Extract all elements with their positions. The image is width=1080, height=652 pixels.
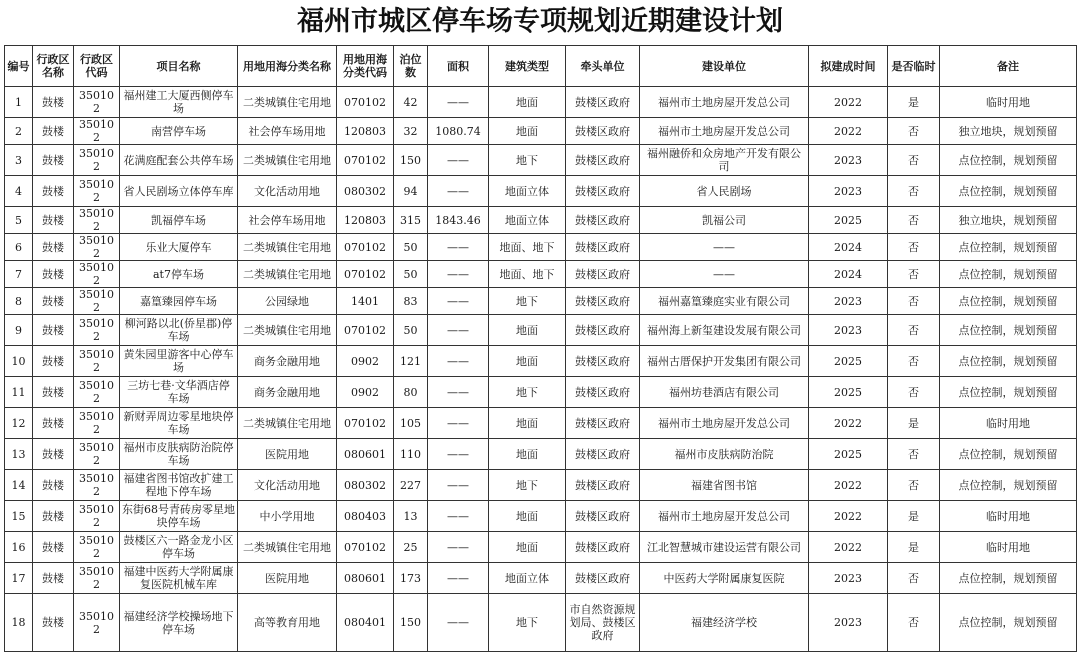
cell-lead-unit: 鼓楼区政府 — [566, 118, 640, 145]
header-cell: 行政区名称 — [33, 46, 74, 87]
cell-district-name: 鼓楼 — [33, 563, 74, 594]
cell-district-name: 鼓楼 — [33, 288, 74, 315]
cell-building-type: 地面 — [489, 118, 566, 145]
cell-number: 9 — [5, 315, 33, 346]
header-cell: 拟建成时间 — [809, 46, 888, 87]
cell-land-use-code: 120803 — [337, 118, 394, 145]
cell-district-name: 鼓楼 — [33, 145, 74, 176]
cell-project-name: 新财弄周边零星地块停车场 — [120, 408, 238, 439]
header-cell: 泊位数 — [394, 46, 428, 87]
cell-temporary: 否 — [888, 470, 940, 501]
cell-remarks: 临时用地 — [940, 87, 1077, 118]
cell-district-name: 鼓楼 — [33, 408, 74, 439]
header-cell: 牵头单位 — [566, 46, 640, 87]
header-cell: 建设单位 — [640, 46, 809, 87]
table-row — [5, 532, 1077, 563]
cell-area: —— — [428, 594, 489, 652]
cell-land-use-code: 080401 — [337, 594, 394, 652]
cell-area: —— — [428, 234, 489, 261]
cell-land-use-code: 080302 — [337, 470, 394, 501]
cell-temporary: 否 — [888, 145, 940, 176]
cell-building-type: 地面 — [489, 501, 566, 532]
cell-completion-year: 2025 — [809, 377, 888, 408]
cell-project-name: 嘉篁臻园停车场 — [120, 288, 238, 315]
cell-project-name: 凯福停车场 — [120, 207, 238, 234]
cell-lead-unit: 鼓楼区政府 — [566, 408, 640, 439]
cell-building-type: 地面 — [489, 87, 566, 118]
cell-area: —— — [428, 346, 489, 377]
cell-remarks: 点位控制，规划预留 — [940, 563, 1077, 594]
cell-land-use-name: 中小学用地 — [238, 501, 337, 532]
cell-land-use-code: 070102 — [337, 261, 394, 288]
cell-number: 10 — [5, 346, 33, 377]
cell-temporary: 否 — [888, 346, 940, 377]
cell-builder: 福州融侨和众房地产开发有限公司 — [640, 145, 809, 176]
cell-completion-year: 2025 — [809, 439, 888, 470]
cell-district-code: 350102 — [74, 176, 120, 207]
cell-building-type: 地面、地下 — [489, 261, 566, 288]
cell-land-use-code: 080302 — [337, 176, 394, 207]
cell-land-use-name: 二类城镇住宅用地 — [238, 408, 337, 439]
cell-area: 1080.74 — [428, 118, 489, 145]
cell-land-use-name: 二类城镇住宅用地 — [238, 315, 337, 346]
cell-project-name: 鼓楼区六一路金龙小区停车场 — [120, 532, 238, 563]
cell-number: 1 — [5, 87, 33, 118]
cell-remarks: 临时用地 — [940, 532, 1077, 563]
cell-berths: 42 — [394, 87, 428, 118]
cell-completion-year: 2022 — [809, 470, 888, 501]
table-row — [5, 145, 1077, 176]
cell-temporary: 否 — [888, 234, 940, 261]
cell-builder: —— — [640, 234, 809, 261]
cell-temporary: 是 — [888, 501, 940, 532]
cell-temporary: 否 — [888, 377, 940, 408]
cell-lead-unit: 鼓楼区政府 — [566, 346, 640, 377]
cell-area: —— — [428, 501, 489, 532]
cell-building-type: 地下 — [489, 377, 566, 408]
table-row — [5, 501, 1077, 532]
cell-lead-unit: 鼓楼区政府 — [566, 234, 640, 261]
table-row — [5, 261, 1077, 288]
cell-remarks: 点位控制，规划预留 — [940, 470, 1077, 501]
cell-land-use-code: 070102 — [337, 87, 394, 118]
cell-project-name: 三坊七巷·文华酒店停车场 — [120, 377, 238, 408]
cell-district-code: 350102 — [74, 594, 120, 652]
header-cell: 用地用海分类代码 — [337, 46, 394, 87]
cell-completion-year: 2023 — [809, 563, 888, 594]
cell-land-use-name: 二类城镇住宅用地 — [238, 87, 337, 118]
cell-berths: 50 — [394, 234, 428, 261]
cell-district-code: 350102 — [74, 288, 120, 315]
cell-building-type: 地下 — [489, 594, 566, 652]
cell-district-name: 鼓楼 — [33, 315, 74, 346]
cell-berths: 83 — [394, 288, 428, 315]
cell-remarks: 独立地块，规划预留 — [940, 118, 1077, 145]
cell-building-type: 地面立体 — [489, 176, 566, 207]
cell-district-name: 鼓楼 — [33, 501, 74, 532]
cell-building-type: 地面 — [489, 315, 566, 346]
cell-remarks: 点位控制，规划预留 — [940, 261, 1077, 288]
table-row — [5, 87, 1077, 118]
cell-district-code: 350102 — [74, 145, 120, 176]
cell-land-use-name: 社会停车场用地 — [238, 207, 337, 234]
cell-number: 13 — [5, 439, 33, 470]
cell-land-use-code: 1401 — [337, 288, 394, 315]
cell-temporary: 否 — [888, 563, 940, 594]
cell-berths: 32 — [394, 118, 428, 145]
construction-plan-table — [4, 45, 1077, 652]
cell-district-name: 鼓楼 — [33, 207, 74, 234]
cell-remarks: 点位控制，规划预留 — [940, 346, 1077, 377]
cell-builder: 福建经济学校 — [640, 594, 809, 652]
cell-berths: 150 — [394, 594, 428, 652]
cell-project-name: 黄朱园里游客中心停车场 — [120, 346, 238, 377]
cell-berths: 50 — [394, 261, 428, 288]
table-row — [5, 346, 1077, 377]
header-cell: 建筑类型 — [489, 46, 566, 87]
cell-land-use-code: 070102 — [337, 532, 394, 563]
header-cell: 备注 — [940, 46, 1077, 87]
cell-project-name: 福建经济学校操场地下停车场 — [120, 594, 238, 652]
cell-completion-year: 2023 — [809, 315, 888, 346]
table-row — [5, 288, 1077, 315]
cell-builder: 福州海上新玺建设发展有限公司 — [640, 315, 809, 346]
cell-builder: 福州市皮肤病防治院 — [640, 439, 809, 470]
cell-remarks: 点位控制，规划预留 — [940, 594, 1077, 652]
cell-district-code: 350102 — [74, 439, 120, 470]
table-row — [5, 176, 1077, 207]
cell-land-use-name: 二类城镇住宅用地 — [238, 532, 337, 563]
cell-project-name: 福州建工大厦西侧停车场 — [120, 87, 238, 118]
cell-building-type: 地面 — [489, 408, 566, 439]
cell-district-code: 350102 — [74, 470, 120, 501]
cell-berths: 80 — [394, 377, 428, 408]
cell-remarks: 点位控制，规划预留 — [940, 145, 1077, 176]
cell-project-name: 东街68号青砖房零星地块停车场 — [120, 501, 238, 532]
cell-district-name: 鼓楼 — [33, 594, 74, 652]
cell-lead-unit: 鼓楼区政府 — [566, 261, 640, 288]
cell-district-name: 鼓楼 — [33, 470, 74, 501]
cell-builder: —— — [640, 261, 809, 288]
cell-builder: 省人民剧场 — [640, 176, 809, 207]
cell-temporary: 否 — [888, 594, 940, 652]
cell-number: 18 — [5, 594, 33, 652]
cell-district-name: 鼓楼 — [33, 346, 74, 377]
cell-completion-year: 2022 — [809, 532, 888, 563]
cell-area: —— — [428, 315, 489, 346]
cell-builder: 福州坊巷酒店有限公司 — [640, 377, 809, 408]
cell-builder: 福州市土地房屋开发总公司 — [640, 408, 809, 439]
cell-lead-unit: 鼓楼区政府 — [566, 145, 640, 176]
cell-remarks: 点位控制，规划预留 — [940, 377, 1077, 408]
cell-district-code: 350102 — [74, 408, 120, 439]
cell-berths: 94 — [394, 176, 428, 207]
cell-number: 17 — [5, 563, 33, 594]
cell-temporary: 否 — [888, 207, 940, 234]
cell-land-use-code: 070102 — [337, 315, 394, 346]
cell-temporary: 是 — [888, 532, 940, 563]
cell-completion-year: 2023 — [809, 288, 888, 315]
cell-temporary: 否 — [888, 315, 940, 346]
cell-building-type: 地面、地下 — [489, 234, 566, 261]
cell-berths: 150 — [394, 145, 428, 176]
cell-area: —— — [428, 470, 489, 501]
cell-remarks: 点位控制，规划预留 — [940, 288, 1077, 315]
cell-district-name: 鼓楼 — [33, 439, 74, 470]
header-cell: 编号 — [5, 46, 33, 87]
cell-lead-unit: 鼓楼区政府 — [566, 87, 640, 118]
cell-number: 4 — [5, 176, 33, 207]
cell-remarks: 点位控制，规划预留 — [940, 234, 1077, 261]
cell-builder: 福州古厝保护开发集团有限公司 — [640, 346, 809, 377]
cell-berths: 227 — [394, 470, 428, 501]
header-cell: 项目名称 — [120, 46, 238, 87]
cell-area: —— — [428, 532, 489, 563]
cell-completion-year: 2023 — [809, 145, 888, 176]
cell-temporary: 否 — [888, 118, 940, 145]
cell-land-use-name: 文化活动用地 — [238, 470, 337, 501]
cell-district-code: 350102 — [74, 118, 120, 145]
cell-project-name: 省人民剧场立体停车库 — [120, 176, 238, 207]
cell-land-use-name: 商务金融用地 — [238, 377, 337, 408]
cell-land-use-code: 120803 — [337, 207, 394, 234]
cell-area: —— — [428, 563, 489, 594]
table-row — [5, 315, 1077, 346]
cell-remarks: 独立地块，规划预留 — [940, 207, 1077, 234]
cell-land-use-code: 080601 — [337, 563, 394, 594]
header-cell: 是否临时 — [888, 46, 940, 87]
cell-lead-unit: 鼓楼区政府 — [566, 288, 640, 315]
cell-building-type: 地面 — [489, 532, 566, 563]
cell-project-name: 福州市皮肤病防治院停车场 — [120, 439, 238, 470]
cell-land-use-code: 070102 — [337, 145, 394, 176]
table-row — [5, 377, 1077, 408]
table-row — [5, 207, 1077, 234]
cell-berths: 121 — [394, 346, 428, 377]
cell-area: —— — [428, 377, 489, 408]
cell-lead-unit: 鼓楼区政府 — [566, 315, 640, 346]
table-header-row — [5, 46, 1077, 87]
cell-berths: 315 — [394, 207, 428, 234]
cell-lead-unit: 鼓楼区政府 — [566, 501, 640, 532]
table-row — [5, 439, 1077, 470]
cell-land-use-code: 080601 — [337, 439, 394, 470]
cell-district-name: 鼓楼 — [33, 87, 74, 118]
cell-number: 7 — [5, 261, 33, 288]
cell-builder: 江北智慧城市建设运营有限公司 — [640, 532, 809, 563]
cell-project-name: 花满庭配套公共停车场 — [120, 145, 238, 176]
cell-number: 2 — [5, 118, 33, 145]
cell-remarks: 点位控制，规划预留 — [940, 315, 1077, 346]
cell-completion-year: 2022 — [809, 501, 888, 532]
cell-number: 8 — [5, 288, 33, 315]
cell-building-type: 地下 — [489, 470, 566, 501]
cell-project-name: 柳河路以北(侨星郡)停车场 — [120, 315, 238, 346]
header-cell: 用地用海分类名称 — [238, 46, 337, 87]
cell-land-use-code: 070102 — [337, 408, 394, 439]
table-row — [5, 470, 1077, 501]
cell-number: 14 — [5, 470, 33, 501]
cell-land-use-code: 0902 — [337, 346, 394, 377]
cell-berths: 105 — [394, 408, 428, 439]
cell-completion-year: 2024 — [809, 261, 888, 288]
cell-temporary: 否 — [888, 176, 940, 207]
cell-land-use-name: 医院用地 — [238, 563, 337, 594]
cell-lead-unit: 鼓楼区政府 — [566, 470, 640, 501]
cell-lead-unit: 鼓楼区政府 — [566, 439, 640, 470]
cell-completion-year: 2022 — [809, 118, 888, 145]
cell-area: —— — [428, 261, 489, 288]
cell-area: —— — [428, 176, 489, 207]
cell-land-use-name: 社会停车场用地 — [238, 118, 337, 145]
cell-district-code: 350102 — [74, 207, 120, 234]
cell-number: 16 — [5, 532, 33, 563]
cell-building-type: 地下 — [489, 145, 566, 176]
cell-district-code: 350102 — [74, 563, 120, 594]
cell-completion-year: 2022 — [809, 408, 888, 439]
cell-district-name: 鼓楼 — [33, 118, 74, 145]
cell-district-name: 鼓楼 — [33, 176, 74, 207]
cell-land-use-name: 二类城镇住宅用地 — [238, 261, 337, 288]
cell-district-code: 350102 — [74, 234, 120, 261]
cell-building-type: 地面 — [489, 439, 566, 470]
cell-remarks: 点位控制，规划预留 — [940, 439, 1077, 470]
cell-completion-year: 2025 — [809, 207, 888, 234]
table-row — [5, 408, 1077, 439]
cell-number: 11 — [5, 377, 33, 408]
header-cell: 行政区代码 — [74, 46, 120, 87]
cell-land-use-name: 医院用地 — [238, 439, 337, 470]
cell-land-use-name: 商务金融用地 — [238, 346, 337, 377]
table-row — [5, 234, 1077, 261]
cell-temporary: 否 — [888, 288, 940, 315]
cell-building-type: 地面 — [489, 346, 566, 377]
cell-land-use-code: 080403 — [337, 501, 394, 532]
cell-builder: 福建省图书馆 — [640, 470, 809, 501]
cell-berths: 173 — [394, 563, 428, 594]
cell-district-code: 350102 — [74, 261, 120, 288]
cell-district-name: 鼓楼 — [33, 261, 74, 288]
cell-project-name: 福建中医药大学附属康复医院机械车库 — [120, 563, 238, 594]
cell-builder: 福州嘉篁臻庭实业有限公司 — [640, 288, 809, 315]
cell-temporary: 是 — [888, 87, 940, 118]
cell-district-name: 鼓楼 — [33, 377, 74, 408]
cell-project-name: 福建省图书馆改扩建工程地下停车场 — [120, 470, 238, 501]
cell-land-use-code: 0902 — [337, 377, 394, 408]
cell-building-type: 地下 — [489, 288, 566, 315]
cell-area: 1843.46 — [428, 207, 489, 234]
cell-lead-unit: 鼓楼区政府 — [566, 563, 640, 594]
cell-remarks: 临时用地 — [940, 408, 1077, 439]
cell-district-code: 350102 — [74, 377, 120, 408]
cell-area: —— — [428, 145, 489, 176]
cell-lead-unit: 鼓楼区政府 — [566, 207, 640, 234]
cell-building-type: 地面立体 — [489, 207, 566, 234]
cell-lead-unit: 鼓楼区政府 — [566, 532, 640, 563]
cell-lead-unit: 鼓楼区政府 — [566, 377, 640, 408]
cell-temporary: 是 — [888, 408, 940, 439]
table-row — [5, 594, 1077, 652]
cell-number: 3 — [5, 145, 33, 176]
cell-district-name: 鼓楼 — [33, 532, 74, 563]
cell-district-code: 350102 — [74, 87, 120, 118]
cell-area: —— — [428, 408, 489, 439]
cell-project-name: 南营停车场 — [120, 118, 238, 145]
cell-number: 12 — [5, 408, 33, 439]
cell-district-code: 350102 — [74, 532, 120, 563]
cell-district-name: 鼓楼 — [33, 234, 74, 261]
cell-number: 5 — [5, 207, 33, 234]
cell-lead-unit: 市自然资源规划局、鼓楼区政府 — [566, 594, 640, 652]
cell-remarks: 点位控制，规划预留 — [940, 176, 1077, 207]
cell-completion-year: 2025 — [809, 346, 888, 377]
cell-land-use-code: 070102 — [337, 234, 394, 261]
cell-berths: 50 — [394, 315, 428, 346]
table-body — [5, 87, 1077, 652]
cell-building-type: 地面立体 — [489, 563, 566, 594]
cell-builder: 福州市土地房屋开发总公司 — [640, 501, 809, 532]
cell-builder: 中医药大学附属康复医院 — [640, 563, 809, 594]
cell-completion-year: 2023 — [809, 176, 888, 207]
cell-builder: 福州市土地房屋开发总公司 — [640, 118, 809, 145]
cell-area: —— — [428, 288, 489, 315]
cell-project-name: 乐业大厦停车 — [120, 234, 238, 261]
cell-temporary: 否 — [888, 439, 940, 470]
cell-district-code: 350102 — [74, 346, 120, 377]
cell-project-name: at7停车场 — [120, 261, 238, 288]
cell-completion-year: 2024 — [809, 234, 888, 261]
cell-completion-year: 2023 — [809, 594, 888, 652]
cell-berths: 110 — [394, 439, 428, 470]
cell-land-use-name: 公园绿地 — [238, 288, 337, 315]
document-title: 福州市城区停车场专项规划近期建设计划 — [297, 6, 783, 37]
table-row — [5, 563, 1077, 594]
cell-temporary: 否 — [888, 261, 940, 288]
cell-land-use-name: 高等教育用地 — [238, 594, 337, 652]
cell-area: —— — [428, 439, 489, 470]
cell-builder: 福州市土地房屋开发总公司 — [640, 87, 809, 118]
cell-berths: 25 — [394, 532, 428, 563]
cell-berths: 13 — [394, 501, 428, 532]
cell-remarks: 临时用地 — [940, 501, 1077, 532]
header-cell: 面积 — [428, 46, 489, 87]
cell-completion-year: 2022 — [809, 87, 888, 118]
cell-builder: 凯福公司 — [640, 207, 809, 234]
cell-land-use-name: 文化活动用地 — [238, 176, 337, 207]
cell-land-use-name: 二类城镇住宅用地 — [238, 234, 337, 261]
cell-district-code: 350102 — [74, 501, 120, 532]
cell-area: —— — [428, 87, 489, 118]
cell-number: 6 — [5, 234, 33, 261]
cell-district-code: 350102 — [74, 315, 120, 346]
cell-lead-unit: 鼓楼区政府 — [566, 176, 640, 207]
table-row — [5, 118, 1077, 145]
cell-land-use-name: 二类城镇住宅用地 — [238, 145, 337, 176]
cell-number: 15 — [5, 501, 33, 532]
